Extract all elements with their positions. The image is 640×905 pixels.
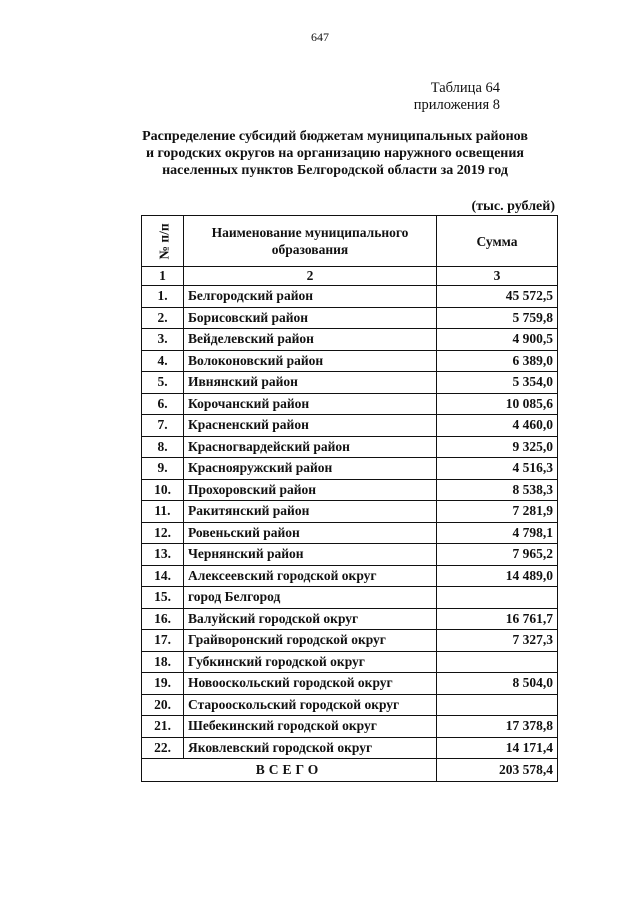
row-number: 14.	[142, 565, 184, 587]
row-sum: 6 389,0	[437, 350, 558, 372]
row-name: Ракитянский район	[184, 501, 437, 523]
row-sum: 9 325,0	[437, 436, 558, 458]
row-name: Ровеньский район	[184, 522, 437, 544]
row-number: 15.	[142, 587, 184, 609]
table-row	[142, 415, 558, 437]
row-number: 3.	[142, 329, 184, 351]
row-name: Вейделевский район	[184, 329, 437, 351]
row-number: 2.	[142, 307, 184, 329]
row-number: 5.	[142, 372, 184, 394]
row-number: 13.	[142, 544, 184, 566]
table-row	[142, 694, 558, 716]
row-sum: 4 516,3	[437, 458, 558, 480]
total-label: ВСЕГО	[142, 759, 437, 782]
row-sum: 7 965,2	[437, 544, 558, 566]
header-name-line2: образования	[271, 242, 349, 257]
row-sum: 17 378,8	[437, 716, 558, 738]
title-line1: Распределение субсидий бюджетам муниципальных районов	[142, 129, 528, 144]
row-sum	[437, 651, 558, 673]
header-name	[184, 216, 437, 267]
column-number-row	[142, 267, 558, 286]
header-number-label: № п/п	[156, 222, 172, 260]
table-row	[142, 544, 558, 566]
row-sum: 14 489,0	[437, 565, 558, 587]
row-name: Красногвардейский район	[184, 436, 437, 458]
column-number-1: 1	[142, 267, 184, 286]
row-name: Валуйский городской округ	[184, 608, 437, 630]
row-name: Ивнянский район	[184, 372, 437, 394]
row-number: 21.	[142, 716, 184, 738]
row-sum: 14 171,4	[437, 737, 558, 759]
row-number: 4.	[142, 350, 184, 372]
table-row	[142, 329, 558, 351]
table-row	[142, 608, 558, 630]
row-number: 20.	[142, 694, 184, 716]
table-row	[142, 501, 558, 523]
row-name: город Белгород	[184, 587, 437, 609]
table-row	[142, 372, 558, 394]
table-reference-line1: Таблица 64	[430, 80, 500, 96]
row-number: 17.	[142, 630, 184, 652]
table-row	[142, 522, 558, 544]
row-number: 12.	[142, 522, 184, 544]
row-sum: 4 900,5	[437, 329, 558, 351]
row-number: 8.	[142, 436, 184, 458]
row-name: Красненский район	[184, 415, 437, 437]
row-sum: 7 281,9	[437, 501, 558, 523]
table-row	[142, 307, 558, 329]
title-line3: населенных пунктов Белгородской области за 2019 год	[162, 163, 508, 178]
table-body	[142, 286, 558, 759]
title-line2: и городских округов на организацию наружного освещения	[145, 146, 524, 161]
row-number: 6.	[142, 393, 184, 415]
row-sum: 8 538,3	[437, 479, 558, 501]
row-name: Белгородский район	[184, 286, 437, 308]
row-number: 11.	[142, 501, 184, 523]
row-sum: 4 460,0	[437, 415, 558, 437]
row-sum: 7 327,3	[437, 630, 558, 652]
row-number: 7.	[142, 415, 184, 437]
row-name: Краснояружский район	[184, 458, 437, 480]
table-row	[142, 630, 558, 652]
row-number: 19.	[142, 673, 184, 695]
row-name: Прохоровский район	[184, 479, 437, 501]
column-number-3: 3	[437, 267, 558, 286]
table-row	[142, 737, 558, 759]
column-number-2: 2	[184, 267, 437, 286]
row-name: Борисовский район	[184, 307, 437, 329]
table-reference-line2: приложения 8	[413, 97, 500, 113]
subsidy-table	[141, 215, 558, 782]
units-note: (тыс. рублей)	[471, 199, 555, 214]
row-sum	[437, 694, 558, 716]
table-row	[142, 651, 558, 673]
row-sum: 8 504,0	[437, 673, 558, 695]
row-sum: 4 798,1	[437, 522, 558, 544]
header-number	[142, 216, 184, 267]
row-number: 18.	[142, 651, 184, 673]
table-row	[142, 393, 558, 415]
row-name: Шебекинский городской округ	[184, 716, 437, 738]
row-number: 1.	[142, 286, 184, 308]
table-row	[142, 286, 558, 308]
page-number: 647	[311, 30, 329, 44]
table-header-row	[142, 216, 558, 267]
table-row	[142, 458, 558, 480]
row-name: Корочанский район	[184, 393, 437, 415]
row-name: Грайворонский городской округ	[184, 630, 437, 652]
row-number: 9.	[142, 458, 184, 480]
row-name: Алексеевский городской округ	[184, 565, 437, 587]
table-row	[142, 716, 558, 738]
total-row	[142, 759, 558, 782]
row-number: 22.	[142, 737, 184, 759]
header-name-line1: Наименование муниципального	[211, 225, 409, 240]
row-name: Волоконовский район	[184, 350, 437, 372]
table-row	[142, 479, 558, 501]
row-name: Чернянский район	[184, 544, 437, 566]
row-sum	[437, 587, 558, 609]
row-name: Яковлевский городской округ	[184, 737, 437, 759]
row-name: Губкинский городской округ	[184, 651, 437, 673]
table-row	[142, 436, 558, 458]
row-sum: 16 761,7	[437, 608, 558, 630]
row-number: 16.	[142, 608, 184, 630]
table-row	[142, 587, 558, 609]
row-name: Старооскольский городской округ	[184, 694, 437, 716]
row-sum: 5 354,0	[437, 372, 558, 394]
row-number: 10.	[142, 479, 184, 501]
row-name: Новооскольский городской округ	[184, 673, 437, 695]
header-sum: Сумма	[437, 216, 558, 267]
table-row	[142, 565, 558, 587]
row-sum: 45 572,5	[437, 286, 558, 308]
table-row	[142, 673, 558, 695]
document-title	[120, 128, 550, 179]
row-sum: 10 085,6	[437, 393, 558, 415]
table-reference	[340, 80, 500, 114]
table-row	[142, 350, 558, 372]
row-sum: 5 759,8	[437, 307, 558, 329]
total-sum: 203 578,4	[437, 759, 558, 782]
